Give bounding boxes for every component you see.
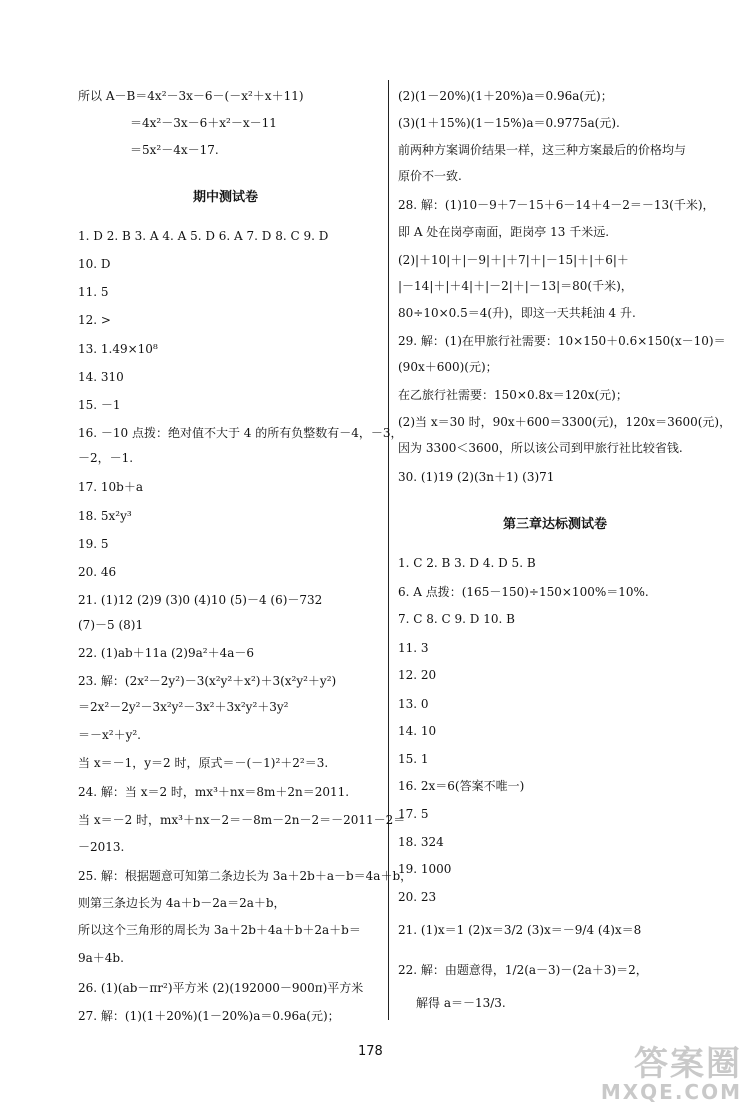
answer-line: 24. 解：当 x＝2 时，mx³＋nx＝8m＋2n＝2011. xyxy=(78,785,350,799)
answer-line: 17. 5 xyxy=(398,807,429,821)
answer-line: 27. 解：(1)(1＋20%)(1－20%)a＝0.96a(元)； xyxy=(78,1009,340,1023)
answer-line: 当 x＝－2 时，mx³＋nx－2＝－8m－2n－2＝－2011－2＝ xyxy=(78,813,406,827)
answer-line: 18. 5x²y³ xyxy=(78,509,132,523)
text-line: 28. 解：(1)10－9＋7－15＋6－14＋4－2＝－13(千米)， xyxy=(398,198,715,212)
answer-line: 11. 3 xyxy=(398,641,429,655)
answer-line: 11. 5 xyxy=(78,285,109,299)
watermark-logo xyxy=(600,1044,742,1104)
answer-line: 解得 a＝－13/3. xyxy=(416,996,506,1010)
watermark-text: 答案圈 xyxy=(634,1044,742,1084)
answer-line: 当 x＝－1，y＝2 时，原式＝－(－1)²＋2²＝3. xyxy=(78,756,329,770)
answer-line: 21. (1)12 (2)9 (3)0 (4)10 (5)－4 (6)－732 xyxy=(78,593,323,607)
answer-line: 14. 10 xyxy=(398,724,437,738)
text-line: ＝4x²－3x－6＋x²－x－11 xyxy=(130,116,277,130)
answer-line: 22. 解：由题意得，1/2(a－3)－(2a＋3)＝2， xyxy=(398,963,648,977)
answer-line: 17. 10b＋a xyxy=(78,480,144,494)
answer-line: 13. 1.49×10⁸ xyxy=(78,342,158,356)
page-number: 178 xyxy=(358,1044,383,1059)
answer-line: 18. 324 xyxy=(398,835,444,849)
text-line: ＝5x²－4x－17. xyxy=(130,143,219,157)
answer-line: 15. －1 xyxy=(78,398,121,412)
text-line: 即 A 处在岗亭南面，距岗亭 13 千米远. xyxy=(398,225,610,239)
answer-line: 7. C 8. C 9. D 10. B xyxy=(398,612,515,626)
answer-line: 19. 1000 xyxy=(398,862,452,876)
answer-line: 16. 2x＝6(答案不唯一) xyxy=(398,779,525,793)
answer-line: 20. 46 xyxy=(78,565,117,579)
text-line: 30. (1)19 (2)(3n＋1) (3)71 xyxy=(398,470,555,484)
answer-line: 26. (1)(ab－πr²)平方米 (2)(192000－900π)平方米 xyxy=(78,981,364,995)
text-line: 原价不一致. xyxy=(398,169,462,183)
answer-line: 9a＋4b. xyxy=(78,951,124,965)
answer-line: 10. D xyxy=(78,257,111,271)
answer-line: 12. > xyxy=(78,313,111,327)
answer-line: 25. 解：根据题意可知第二条边长为 3a＋2b＋a－b＝4a＋b， xyxy=(78,869,413,883)
answer-line: 14. 310 xyxy=(78,370,124,384)
answer-line: 21. (1)x＝1 (2)x＝3/2 (3)x＝－9/4 (4)x＝8 xyxy=(398,923,642,937)
answer-line: 则第三条边长为 4a＋b－2a＝2a＋b， xyxy=(78,896,286,910)
answer-line: 16. －10 点拨：绝对值不大于 4 的所有负整数有－4，－3， xyxy=(78,426,403,440)
watermark-url: MXQE.COM xyxy=(600,1080,742,1104)
answer-line: －2013. xyxy=(78,840,125,854)
answer-line: 19. 5 xyxy=(78,537,109,551)
answer-line: 22. (1)ab＋11a (2)9a²＋4a－6 xyxy=(78,646,254,660)
text-line: 所以 A－B＝4x²－3x－6－(－x²＋x＋11) xyxy=(78,89,304,103)
section-title-chapter3: 第三章达标测试卷 xyxy=(503,517,608,532)
text-line: |－14|＋|＋4|＋|－2|＋|－13|＝80(千米)， xyxy=(398,279,633,293)
text-line: (2)当 x＝30 时，90x＋600＝3300(元)，120x＝3600(元)， xyxy=(398,415,732,429)
answer-line: 1. D 2. B 3. A 4. A 5. D 6. A 7. D 8. C 9. D xyxy=(78,229,329,243)
answer-line: 12. 20 xyxy=(398,668,437,682)
text-line: (3)(1＋15%)(1－15%)a＝0.9775a(元). xyxy=(398,116,620,130)
answer-line: ＝－x²＋y². xyxy=(78,728,141,742)
answer-line: 6. A 点拨：(165－150)÷150×100%＝10%. xyxy=(398,585,649,599)
text-line: (2)(1－20%)(1＋20%)a＝0.96a(元)； xyxy=(398,89,613,103)
answer-line: 13. 0 xyxy=(398,697,429,711)
answer-line: (7)－5 (8)1 xyxy=(78,618,144,632)
answer-line: －2，－1. xyxy=(78,451,134,465)
answer-line: 20. 23 xyxy=(398,890,437,904)
text-line: (2)|＋10|＋|－9|＋|＋7|＋|－15|＋|＋6|＋ xyxy=(398,253,629,267)
section-title-midterm: 期中测试卷 xyxy=(193,190,259,205)
text-line: 80÷10×0.5＝4(升)，即这一天共耗油 4 升. xyxy=(398,306,636,320)
answer-line: ＝2x²－2y²－3x²y²－3x²＋3x²y²＋3y² xyxy=(78,700,289,714)
text-line: 在乙旅行社需要：150×0.8x＝120x(元)； xyxy=(398,388,628,402)
text-line: 前两种方案调价结果一样，这三种方案最后的价格均与 xyxy=(398,143,687,157)
answer-line: 23. 解：(2x²－2y²)－3(x²y²＋x²)＋3(x²y²＋y²) xyxy=(78,674,337,688)
answer-line: 15. 1 xyxy=(398,752,429,766)
answer-line: 1. C 2. B 3. D 4. D 5. B xyxy=(398,556,536,570)
text-line: 因为 3300＜3600，所以该公司到甲旅行社比较省钱. xyxy=(398,441,683,455)
answer-line: 所以这个三角形的周长为 3a＋2b＋4a＋b＋2a＋b＝ xyxy=(78,923,361,937)
text-line: (90x＋600)(元)； xyxy=(398,360,498,374)
text-line: 29. 解：(1)在甲旅行社需要：10×150＋0.6×150(x－10)＝ xyxy=(398,334,726,348)
